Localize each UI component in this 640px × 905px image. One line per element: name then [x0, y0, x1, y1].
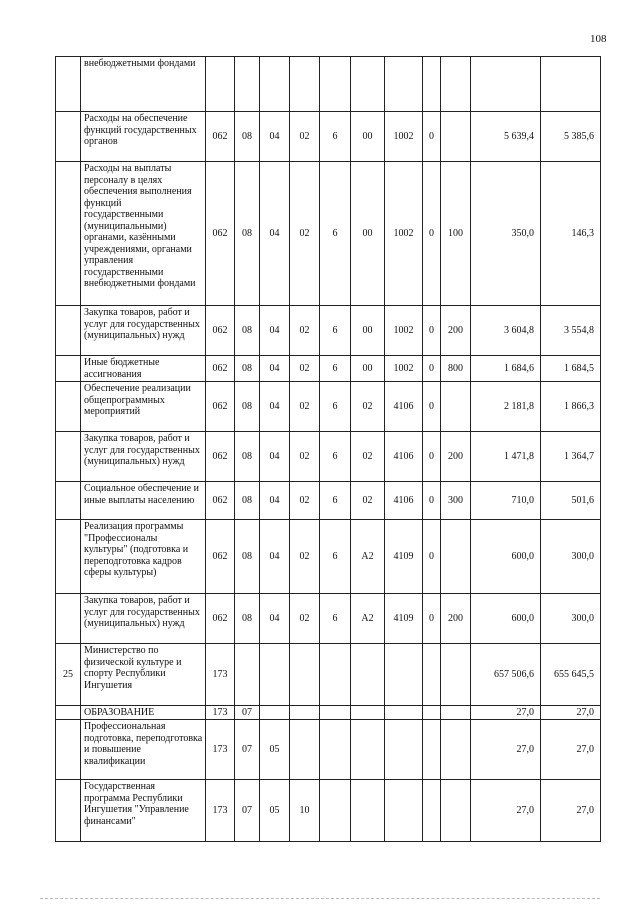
row-code-cell: 02 — [351, 432, 385, 482]
row-code-cell: 27,0 — [541, 780, 601, 842]
row-code-cell: 4109 — [385, 520, 423, 594]
row-code-cell — [385, 720, 423, 780]
row-code-cell — [320, 780, 351, 842]
row-code-cell: 100 — [441, 162, 471, 306]
row-number-cell — [56, 482, 81, 520]
row-code-cell: 6 — [320, 594, 351, 644]
row-code-cell: 08 — [235, 306, 260, 356]
row-code-cell — [351, 57, 385, 112]
row-code-cell: 04 — [260, 356, 290, 382]
row-name-cell: Иные бюджетные ассигнования — [81, 356, 206, 382]
row-code-cell: 657 506,6 — [471, 644, 541, 706]
row-name-cell: Профессиональная подготовка, переподготовка и повышение квалификации — [81, 720, 206, 780]
row-name-cell: Реализация программы "Профессионалы культуры" (подготовка и переподготовка кадров сферы культуры) — [81, 520, 206, 594]
row-code-cell: А2 — [351, 520, 385, 594]
row-code-cell: 08 — [235, 432, 260, 482]
table-row — [56, 356, 601, 382]
row-number-cell — [56, 706, 81, 720]
row-code-cell: 02 — [290, 482, 320, 520]
row-name-cell: ОБРАЗОВАНИЕ — [81, 706, 206, 720]
row-code-cell: 04 — [260, 162, 290, 306]
row-code-cell: 6 — [320, 382, 351, 432]
row-code-cell — [260, 706, 290, 720]
row-code-cell: 300,0 — [541, 594, 601, 644]
row-number-cell — [56, 780, 81, 842]
row-name-cell: Расходы на обеспечение функций государственных органов — [81, 112, 206, 162]
row-code-cell: 062 — [206, 162, 235, 306]
row-code-cell: 00 — [351, 356, 385, 382]
row-code-cell: 27,0 — [541, 706, 601, 720]
row-number-cell: 25 — [56, 644, 81, 706]
row-code-cell: 062 — [206, 356, 235, 382]
row-code-cell — [441, 780, 471, 842]
row-code-cell: 350,0 — [471, 162, 541, 306]
row-code-cell — [320, 644, 351, 706]
row-code-cell: 800 — [441, 356, 471, 382]
row-code-cell: 062 — [206, 432, 235, 482]
table-row — [56, 57, 601, 112]
row-code-cell: 0 — [423, 482, 441, 520]
row-code-cell: 1 684,6 — [471, 356, 541, 382]
row-code-cell: 5 385,6 — [541, 112, 601, 162]
row-code-cell — [441, 644, 471, 706]
row-code-cell — [423, 720, 441, 780]
row-name-cell: Министерство по физической культуре и спорту Республики Ингушетия — [81, 644, 206, 706]
table-row — [56, 720, 601, 780]
row-code-cell — [320, 706, 351, 720]
row-code-cell: 04 — [260, 432, 290, 482]
table-body — [56, 57, 601, 842]
row-number-cell — [56, 432, 81, 482]
table-row — [56, 306, 601, 356]
row-code-cell: 10 — [290, 780, 320, 842]
row-code-cell: 4109 — [385, 594, 423, 644]
row-code-cell — [441, 112, 471, 162]
row-code-cell: 08 — [235, 356, 260, 382]
row-code-cell: 062 — [206, 112, 235, 162]
table-row — [56, 482, 601, 520]
row-name-cell: Государственная программа Республики Ингушетия "Управление финансами" — [81, 780, 206, 842]
row-code-cell: 0 — [423, 306, 441, 356]
row-code-cell: 600,0 — [471, 520, 541, 594]
row-code-cell: 6 — [320, 306, 351, 356]
row-code-cell: 0 — [423, 356, 441, 382]
row-code-cell: 04 — [260, 482, 290, 520]
row-code-cell — [260, 57, 290, 112]
scan-edge-line — [40, 898, 600, 899]
row-code-cell: 173 — [206, 780, 235, 842]
row-code-cell: 1002 — [385, 112, 423, 162]
row-number-cell — [56, 720, 81, 780]
row-code-cell: 4106 — [385, 382, 423, 432]
row-code-cell: 02 — [290, 382, 320, 432]
row-number-cell — [56, 382, 81, 432]
row-code-cell: 6 — [320, 520, 351, 594]
row-code-cell: 00 — [351, 306, 385, 356]
row-name-cell: Закупка товаров, работ и услуг для государственных (муниципальных) нужд — [81, 306, 206, 356]
row-code-cell: 02 — [290, 162, 320, 306]
row-code-cell — [351, 780, 385, 842]
row-code-cell: 6 — [320, 162, 351, 306]
row-code-cell: 600,0 — [471, 594, 541, 644]
row-code-cell: 062 — [206, 482, 235, 520]
row-code-cell — [541, 57, 601, 112]
row-code-cell — [471, 57, 541, 112]
row-code-cell: 0 — [423, 432, 441, 482]
row-code-cell: 710,0 — [471, 482, 541, 520]
row-code-cell: 02 — [290, 432, 320, 482]
row-code-cell: 07 — [235, 706, 260, 720]
table-row — [56, 112, 601, 162]
row-code-cell — [385, 644, 423, 706]
row-code-cell: 02 — [351, 382, 385, 432]
row-code-cell: 3 604,8 — [471, 306, 541, 356]
row-code-cell: 4106 — [385, 432, 423, 482]
row-code-cell — [351, 706, 385, 720]
row-name-cell: Расходы на выплаты персоналу в целях обеспечения выполнения функций государственными (муниципальными) органами, казёнными учреждениями, органами управления государственными внебюджетными фондами — [81, 162, 206, 306]
row-code-cell: 02 — [290, 306, 320, 356]
row-number-cell — [56, 57, 81, 112]
row-code-cell — [235, 644, 260, 706]
table-row — [56, 432, 601, 482]
row-name-cell: Социальное обеспечение и иные выплаты населению — [81, 482, 206, 520]
row-code-cell: 300,0 — [541, 520, 601, 594]
row-code-cell — [351, 720, 385, 780]
row-code-cell: 6 — [320, 432, 351, 482]
row-number-cell — [56, 356, 81, 382]
row-number-cell — [56, 306, 81, 356]
budget-table — [55, 56, 601, 842]
row-code-cell: 00 — [351, 162, 385, 306]
row-code-cell: 2 181,8 — [471, 382, 541, 432]
row-code-cell — [441, 382, 471, 432]
row-code-cell: 1002 — [385, 356, 423, 382]
row-code-cell: 4106 — [385, 482, 423, 520]
row-code-cell: 173 — [206, 720, 235, 780]
row-code-cell: 1 684,5 — [541, 356, 601, 382]
row-code-cell — [441, 720, 471, 780]
row-code-cell: 08 — [235, 520, 260, 594]
row-code-cell — [441, 706, 471, 720]
row-code-cell: 6 — [320, 482, 351, 520]
row-code-cell — [290, 706, 320, 720]
row-code-cell: 655 645,5 — [541, 644, 601, 706]
row-code-cell: А2 — [351, 594, 385, 644]
row-code-cell — [290, 720, 320, 780]
table-row — [56, 520, 601, 594]
row-code-cell: 200 — [441, 432, 471, 482]
row-code-cell: 27,0 — [471, 706, 541, 720]
row-code-cell: 200 — [441, 306, 471, 356]
row-code-cell: 062 — [206, 520, 235, 594]
row-code-cell — [320, 57, 351, 112]
row-code-cell: 08 — [235, 482, 260, 520]
row-name-cell: Обеспечение реализации общепрограммных мероприятий — [81, 382, 206, 432]
row-code-cell: 04 — [260, 112, 290, 162]
row-code-cell — [260, 644, 290, 706]
row-number-cell — [56, 520, 81, 594]
row-code-cell: 1 364,7 — [541, 432, 601, 482]
row-code-cell: 1 866,3 — [541, 382, 601, 432]
table-row — [56, 382, 601, 432]
row-code-cell — [290, 644, 320, 706]
row-code-cell: 02 — [290, 112, 320, 162]
row-code-cell: 07 — [235, 720, 260, 780]
row-code-cell: 0 — [423, 594, 441, 644]
row-code-cell — [385, 706, 423, 720]
row-number-cell — [56, 162, 81, 306]
row-code-cell: 5 639,4 — [471, 112, 541, 162]
row-code-cell — [423, 57, 441, 112]
row-code-cell: 05 — [260, 780, 290, 842]
page-number: 108 — [590, 33, 607, 45]
row-code-cell: 1 471,8 — [471, 432, 541, 482]
row-code-cell: 200 — [441, 594, 471, 644]
row-code-cell: 04 — [260, 520, 290, 594]
row-code-cell — [423, 644, 441, 706]
row-code-cell — [206, 57, 235, 112]
row-name-cell: внебюджетными фондами — [81, 57, 206, 112]
row-number-cell — [56, 594, 81, 644]
row-code-cell: 27,0 — [471, 780, 541, 842]
row-code-cell: 173 — [206, 706, 235, 720]
row-code-cell: 0 — [423, 382, 441, 432]
row-code-cell: 173 — [206, 644, 235, 706]
row-code-cell: 02 — [351, 482, 385, 520]
row-code-cell — [320, 720, 351, 780]
row-code-cell: 08 — [235, 112, 260, 162]
row-code-cell: 27,0 — [471, 720, 541, 780]
row-code-cell — [235, 57, 260, 112]
row-code-cell — [441, 57, 471, 112]
row-code-cell: 1002 — [385, 162, 423, 306]
row-code-cell — [385, 780, 423, 842]
row-code-cell: 02 — [290, 356, 320, 382]
row-code-cell: 02 — [290, 594, 320, 644]
row-code-cell: 0 — [423, 520, 441, 594]
row-code-cell: 02 — [290, 520, 320, 594]
row-code-cell — [290, 57, 320, 112]
row-code-cell: 6 — [320, 112, 351, 162]
row-number-cell — [56, 112, 81, 162]
row-code-cell: 062 — [206, 594, 235, 644]
row-code-cell: 04 — [260, 594, 290, 644]
table-row — [56, 162, 601, 306]
row-code-cell: 501,6 — [541, 482, 601, 520]
row-code-cell — [441, 520, 471, 594]
row-code-cell: 6 — [320, 356, 351, 382]
row-code-cell: 08 — [235, 162, 260, 306]
table-row — [56, 706, 601, 720]
row-code-cell: 07 — [235, 780, 260, 842]
row-code-cell: 04 — [260, 306, 290, 356]
row-code-cell: 00 — [351, 112, 385, 162]
row-code-cell: 27,0 — [541, 720, 601, 780]
row-name-cell: Закупка товаров, работ и услуг для государственных (муниципальных) нужд — [81, 432, 206, 482]
row-code-cell: 08 — [235, 382, 260, 432]
row-code-cell: 062 — [206, 306, 235, 356]
row-code-cell: 04 — [260, 382, 290, 432]
row-code-cell: 3 554,8 — [541, 306, 601, 356]
row-code-cell — [423, 780, 441, 842]
row-code-cell: 05 — [260, 720, 290, 780]
row-code-cell — [385, 57, 423, 112]
row-code-cell: 0 — [423, 112, 441, 162]
row-code-cell: 062 — [206, 382, 235, 432]
row-code-cell: 146,3 — [541, 162, 601, 306]
row-code-cell: 0 — [423, 162, 441, 306]
table-row — [56, 644, 601, 706]
row-code-cell: 300 — [441, 482, 471, 520]
row-code-cell: 08 — [235, 594, 260, 644]
row-code-cell — [423, 706, 441, 720]
table-row — [56, 594, 601, 644]
row-code-cell: 1002 — [385, 306, 423, 356]
row-code-cell — [351, 644, 385, 706]
table-row — [56, 780, 601, 842]
row-name-cell: Закупка товаров, работ и услуг для государственных (муниципальных) нужд — [81, 594, 206, 644]
